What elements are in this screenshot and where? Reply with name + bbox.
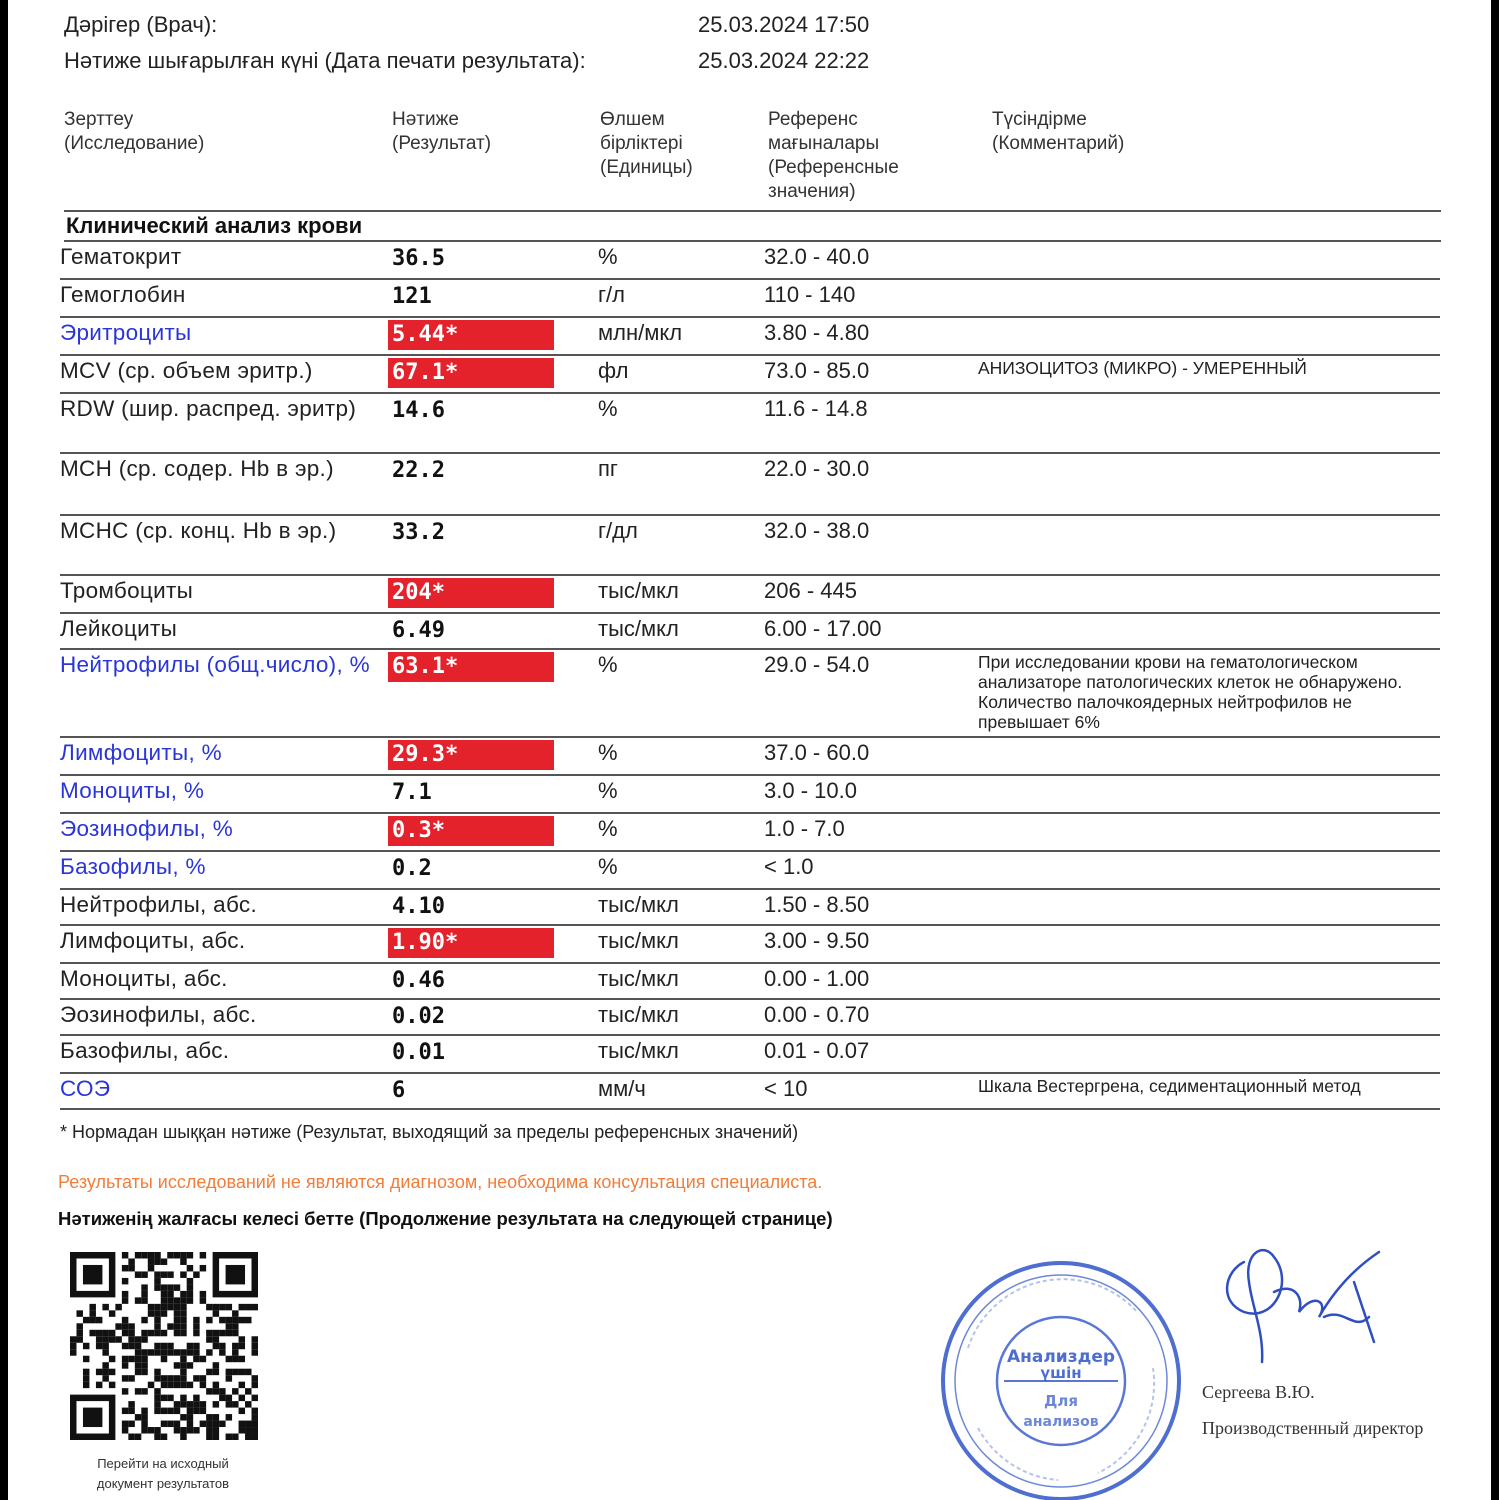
table-row [60, 850, 1440, 890]
table-row [60, 452, 1440, 516]
reference-range: 32.0 - 40.0 [764, 244, 870, 269]
table-row [60, 812, 1440, 852]
test-name: MCV (ср. объем эритр.) [60, 358, 313, 383]
reference-range: 3.00 - 9.50 [764, 928, 870, 953]
result-value: 14.6 [392, 398, 445, 423]
print-date-value: 25.03.2024 22:22 [698, 48, 870, 73]
test-name: MCHC (ср. конц. Hb в эр.) [60, 518, 337, 543]
result-value: 0.2 [392, 856, 432, 881]
svg-text:анализов: анализов [1023, 1414, 1099, 1430]
result-value-flagged: 5.44* [388, 320, 554, 350]
reference-range: 0.00 - 0.70 [764, 1002, 870, 1027]
reference-range: < 10 [764, 1076, 808, 1101]
header-comment: Түсіндірме (Комментарий) [992, 109, 1125, 154]
header-reference: Референс мағыналары (Референсные значения) [768, 109, 899, 202]
reference-range: < 1.0 [764, 854, 814, 879]
signature [1204, 1222, 1404, 1372]
svg-text:Для: Для [1044, 1392, 1078, 1410]
comment: Шкала Вестергрена, седиментационный метод [978, 1076, 1361, 1096]
header-result: Нәтиже (Результат) [392, 109, 492, 154]
reference-range: 6.00 - 17.00 [764, 616, 882, 641]
result-value: 4.10 [392, 894, 445, 919]
test-name: Тромбоциты [60, 578, 194, 603]
result-value: 6 [392, 1078, 406, 1103]
result-value: 0.02 [392, 1004, 445, 1029]
table-row [60, 574, 1440, 614]
unit: % [598, 740, 618, 765]
test-name: Лимфоциты, абс. [60, 928, 246, 953]
unit: тыс/мкл [598, 966, 679, 991]
table-row [60, 278, 1440, 318]
header-units: Өлшем бірліктері (Единицы) [600, 109, 693, 178]
unit: % [598, 816, 618, 841]
reference-range: 11.6 - 14.8 [764, 396, 868, 421]
test-name: RDW (шир. распред. эритр) [60, 396, 357, 421]
test-name[interactable]: Нейтрофилы (общ.число), % [60, 652, 370, 677]
test-name: MCH (ср. содер. Hb в эр.) [60, 456, 334, 481]
reference-range: 110 - 140 [764, 282, 856, 307]
test-name: Нейтрофилы, абс. [60, 892, 257, 917]
test-name: Гемоглобин [60, 282, 186, 307]
reference-range: 0.00 - 1.00 [764, 966, 870, 991]
svg-text:үшін: үшін [1040, 1364, 1082, 1382]
table-row [60, 648, 1440, 738]
svg-text:Анализдер: Анализдер [1006, 1347, 1116, 1367]
table-row [60, 392, 1440, 454]
unit: пг [598, 456, 618, 481]
reference-range: 29.0 - 54.0 [764, 652, 870, 677]
reference-range: 3.0 - 10.0 [764, 778, 857, 803]
table-row [60, 514, 1440, 576]
unit: г/л [598, 282, 625, 307]
unit: % [598, 778, 618, 803]
result-value: 0.01 [392, 1040, 445, 1065]
table-row [60, 240, 1440, 280]
test-name: Гематокрит [60, 244, 182, 269]
result-value: 22.2 [392, 458, 445, 483]
result-value: 0.46 [392, 968, 445, 993]
doctor-label: Дәрігер (Врач): [64, 12, 218, 37]
result-value-flagged: 67.1* [388, 358, 554, 388]
unit: % [598, 652, 618, 677]
continuation-note: Нәтиженің жалғасы келесі бетте (Продолжение результата на следующей странице) [58, 1208, 833, 1229]
section-title: Клинический анализ крови [64, 210, 1441, 242]
unit: мм/ч [598, 1076, 646, 1101]
qr-code[interactable] [70, 1252, 258, 1440]
unit: тыс/мкл [598, 928, 679, 953]
doctor-date: 25.03.2024 17:50 [698, 12, 870, 37]
test-name[interactable]: Моноциты, % [60, 778, 205, 803]
table-row [60, 736, 1440, 776]
table-row [60, 924, 1440, 964]
reference-range: 32.0 - 38.0 [764, 518, 870, 543]
unit: % [598, 396, 618, 421]
result-value: 121 [392, 284, 432, 309]
test-name: Базофилы, абс. [60, 1038, 230, 1063]
test-name[interactable]: Лимфоциты, % [60, 740, 222, 765]
unit: тыс/мкл [598, 616, 679, 641]
result-value: 36.5 [392, 246, 445, 271]
result-value-flagged: 63.1* [388, 652, 554, 682]
test-name: Эозинофилы, абс. [60, 1002, 257, 1027]
reference-range: 1.0 - 7.0 [764, 816, 845, 841]
unit: % [598, 244, 618, 269]
test-name[interactable]: Базофилы, % [60, 854, 206, 879]
table-row [60, 354, 1440, 394]
test-name: Моноциты, абс. [60, 966, 228, 991]
unit: млн/мкл [598, 320, 683, 345]
footnote: * Нормадан шыққан нәтиже (Результат, выходящий за пределы референсных значений) [60, 1122, 799, 1142]
table-row [60, 1034, 1440, 1074]
reference-range: 73.0 - 85.0 [764, 358, 870, 383]
result-value-flagged: 29.3* [388, 740, 554, 770]
print-date-label: Нәтиже шығарылған күні (Дата печати результата): [64, 48, 586, 73]
stamp-seal [938, 1258, 1184, 1500]
unit: % [598, 854, 618, 879]
header-study: Зерттеу (Исследование) [64, 109, 205, 154]
table-row [60, 612, 1440, 650]
table-row [60, 888, 1440, 926]
reference-range: 1.50 - 8.50 [764, 892, 870, 917]
table-row [60, 962, 1440, 1000]
unit: тыс/мкл [598, 578, 679, 603]
comment: АНИЗОЦИТОЗ (МИКРО) - УМЕРЕННЫЙ [978, 358, 1307, 378]
result-value-flagged: 0.3* [388, 816, 554, 846]
test-name[interactable]: Эозинофилы, % [60, 816, 234, 841]
reference-range: 206 - 445 [764, 578, 857, 603]
result-value: 7.1 [392, 780, 432, 805]
reference-range: 22.0 - 30.0 [764, 456, 870, 481]
result-value: 6.49 [392, 618, 445, 643]
table-row [60, 316, 1440, 356]
reference-range: 0.01 - 0.07 [764, 1038, 870, 1063]
reference-range: 37.0 - 60.0 [764, 740, 870, 765]
result-value-flagged: 1.90* [388, 928, 554, 958]
table-row [60, 998, 1440, 1036]
test-name[interactable]: Эритроциты [60, 320, 192, 345]
result-value: 33.2 [392, 520, 445, 545]
reference-range: 3.80 - 4.80 [764, 320, 870, 345]
signer-name: Сергеева В.Ю. [1202, 1382, 1315, 1402]
table-row [60, 774, 1440, 814]
qr-caption: Перейти на исходный документ результатов [96, 1456, 230, 1491]
disclaimer-warning: Результаты исследований не являются диагнозом, необходима консультация специалиста. [58, 1172, 823, 1192]
unit: тыс/мкл [598, 1038, 679, 1063]
test-name: Лейкоциты [60, 616, 178, 641]
result-value-flagged: 204* [388, 578, 554, 608]
unit: г/дл [598, 518, 638, 543]
signer-title: Производственный директор [1202, 1418, 1424, 1438]
table-row [60, 1072, 1440, 1110]
unit: тыс/мкл [598, 892, 679, 917]
comment: При исследовании крови на гематологическом анализаторе патологических клеток не обнаружено. Количество палочкоядерных нейтрофилов не превышает 6% [978, 652, 1403, 732]
unit: тыс/мкл [598, 1002, 679, 1027]
test-name[interactable]: СОЭ [60, 1076, 111, 1101]
unit: фл [598, 358, 629, 383]
lab-report-page [8, 0, 1491, 1500]
